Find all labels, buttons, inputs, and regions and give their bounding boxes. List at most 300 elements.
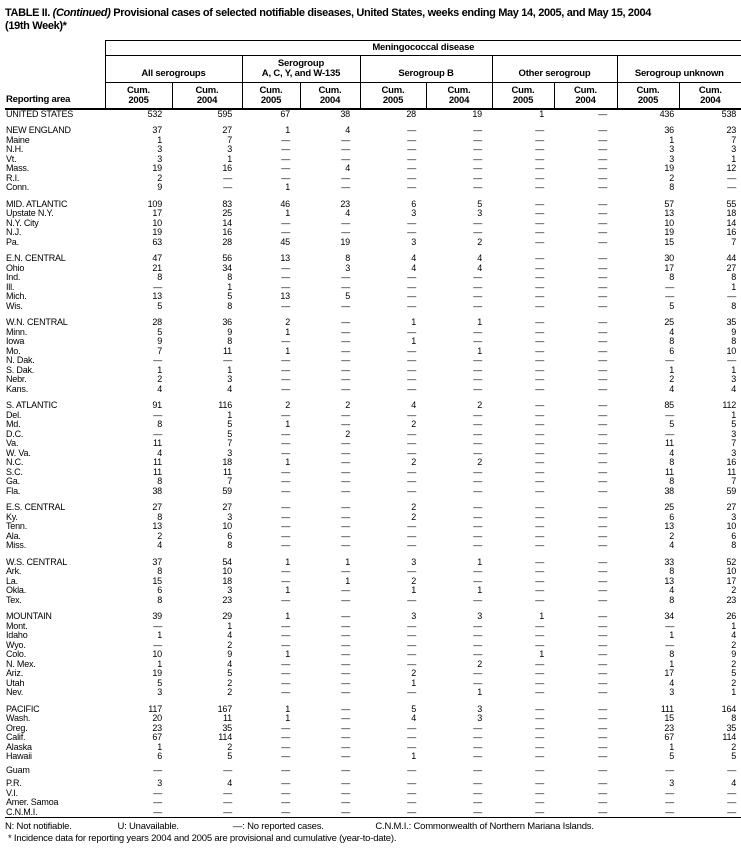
value-cell: — [281,722,290,733]
value-cell: 1 [539,611,544,622]
value-cell: 5 [227,668,232,679]
value-cell: — [223,806,232,817]
value-cell: — [281,732,290,743]
value-cell: — [281,806,290,817]
legend-not-notifiable: N: Not notifiable. [5,821,72,833]
value-cell: 2 [157,172,162,183]
value-cell: — [153,409,162,420]
value-cell: — [535,447,544,458]
value-cell: — [535,797,544,808]
value-cell: 59 [222,485,232,496]
value-cell: 17 [152,208,162,219]
value-cell: 28 [222,236,232,247]
table-row [5,551,741,568]
table-row [5,487,741,497]
reporting-area-cell: Ala. [6,530,21,541]
value-cell: — [281,639,290,650]
value-cell: — [407,722,416,733]
value-cell: — [473,336,482,347]
value-cell: — [281,787,290,798]
value-cell: 4 [669,585,674,596]
value-cell: 11 [223,466,232,477]
table-row [5,209,741,219]
value-cell: 63 [152,236,162,247]
table-row [5,789,741,799]
value-cell: — [535,764,544,775]
value-cell: 538 [721,108,737,119]
value-cell: 2 [669,172,674,183]
value-cell: — [473,722,482,733]
value-cell: — [281,163,290,174]
value-cell: — [598,153,607,164]
reporting-area-cell: Ga. [6,476,20,487]
value-cell: — [341,797,350,808]
value-cell: — [598,208,607,219]
value-cell: — [281,272,290,283]
value-cell: — [341,611,350,622]
value-cell: — [473,530,482,541]
table-row [5,394,741,411]
value-cell: 532 [147,108,162,119]
value-cell: 67 [664,732,674,743]
value-cell: 1 [285,326,290,337]
value-cell: — [598,336,607,347]
value-cell: 23 [340,198,350,209]
value-cell: — [473,428,482,439]
value-cell: 16 [222,163,232,174]
value-cell: 1 [411,751,416,762]
value-cell: — [598,741,607,752]
value-cell: 11 [153,457,162,468]
value-cell: 83 [222,198,232,209]
value-cell: — [407,134,416,145]
table-row [5,496,741,513]
reporting-area-cell: Wyo. [6,639,26,650]
value-cell: 8 [731,540,737,551]
value-cell: — [535,326,544,337]
value-cell: 10 [664,217,674,228]
value-cell: — [281,172,290,183]
reporting-area-cell: Ill. [6,281,15,292]
value-cell: 3 [477,208,482,219]
value-cell: 7 [731,438,737,449]
serogroup-column-header: Serogroup unknown [617,55,741,82]
value-cell: — [473,125,482,136]
value-cell: 1 [157,364,162,375]
table-row [5,622,741,632]
value-cell: 4 [411,400,416,411]
value-cell: 33 [664,556,674,567]
value-cell: 20 [152,713,162,724]
value-cell: 23 [152,722,162,733]
value-cell: — [281,144,290,155]
value-cell: 16 [222,227,232,238]
value-cell: 4 [411,262,416,273]
reporting-area-cell: Ky. [6,511,18,522]
value-cell: 1 [669,134,674,145]
value-cell: 11 [665,438,674,449]
value-cell: — [535,668,544,679]
value-cell: 3 [731,428,737,439]
value-cell: — [341,457,350,468]
value-cell: 3 [477,713,482,724]
value-cell: — [281,336,290,347]
table-row [5,183,741,193]
value-cell: — [341,447,350,458]
value-cell: — [153,355,162,366]
value-cell: — [473,355,482,366]
value-cell: — [598,198,607,209]
value-cell: — [665,281,674,292]
value-cell: 23 [664,722,674,733]
value-cell: — [281,466,290,477]
value-cell: — [727,182,737,193]
value-cell: 4 [345,125,350,136]
value-cell: 10 [726,345,737,356]
value-cell: — [473,281,482,292]
value-cell: 167 [217,703,232,714]
value-cell: 9 [157,336,162,347]
value-cell: 45 [280,236,290,247]
value-cell: — [473,778,482,789]
value-cell: — [598,511,607,522]
value-cell: — [535,336,544,347]
value-cell: — [535,713,544,724]
value-cell: — [153,797,162,808]
value-cell: 2 [227,639,232,650]
value-cell: 1 [411,317,416,328]
value-cell: 8 [157,419,162,430]
value-cell: — [341,182,350,193]
table-row [5,724,741,734]
cum-year-column-header: Cum. 2005 [492,82,554,109]
value-cell: — [727,787,737,798]
value-cell: — [535,511,544,522]
value-cell: 9 [731,326,737,337]
table-row [5,808,741,818]
value-cell: 5 [157,677,162,688]
value-cell: 8 [731,300,737,311]
reporting-area-cell: Colo. [6,649,27,660]
reporting-area-cell: N. Mex. [6,658,36,669]
value-cell: — [341,300,350,311]
value-cell: — [281,281,290,292]
value-cell: — [598,217,607,228]
value-cell: — [598,778,607,789]
value-cell: 35 [726,317,737,328]
reporting-area-cell: Hawaii [6,751,32,762]
value-cell: 1 [539,649,544,660]
value-cell: 2 [411,419,416,430]
table-title [5,7,738,33]
value-cell: 1 [285,345,290,356]
value-cell: 5 [669,300,674,311]
serogroup-column-header: Serogroup B [360,55,492,82]
table-row [5,669,741,679]
value-cell: — [535,227,544,238]
value-cell: — [598,540,607,551]
value-cell: — [598,236,607,247]
value-cell: 12 [726,163,737,174]
value-cell: 3 [669,153,674,164]
value-cell: 4 [731,778,737,789]
value-cell: 10 [726,521,737,532]
value-cell: — [598,419,607,430]
reporting-area-cell: Conn. [6,182,30,193]
value-cell: — [407,383,416,394]
table-row [5,273,741,283]
value-cell: 1 [227,409,232,420]
cum-year-column-header: Cum. 2004 [426,82,492,109]
reporting-area-cell: S. ATLANTIC [6,400,58,411]
value-cell: 8 [669,457,674,468]
value-cell: — [598,144,607,155]
value-cell: — [473,620,482,631]
value-cell: 27 [222,125,232,136]
value-cell: 5 [157,300,162,311]
value-cell: — [473,476,482,487]
value-cell: 5 [227,751,232,762]
value-cell: 1 [345,556,350,567]
value-cell: 1 [227,620,232,631]
value-cell: 17 [726,575,737,586]
value-cell: — [473,630,482,641]
value-cell: — [341,409,350,420]
table-row [5,356,741,366]
value-cell: — [341,658,350,669]
table-row [5,762,741,776]
value-cell: — [535,262,544,273]
value-cell: — [341,502,350,513]
value-cell: 19 [664,163,674,174]
table-row [5,145,741,155]
value-cell: — [535,374,544,385]
value-cell: — [535,208,544,219]
value-cell: — [598,364,607,375]
value-cell: — [223,182,232,193]
value-cell: 39 [152,611,162,622]
value-cell: 11 [223,713,232,724]
value-cell: — [407,172,416,183]
value-cell: 1 [285,457,290,468]
value-cell: — [407,620,416,631]
value-cell: — [341,778,350,789]
value-cell: — [407,530,416,541]
reporting-area-cell: Ark. [6,566,22,577]
value-cell: — [281,797,290,808]
value-cell: — [281,262,290,273]
value-cell: — [281,630,290,641]
value-cell: — [598,281,607,292]
value-cell: 2 [731,639,737,650]
value-cell: 3 [227,447,232,458]
value-cell: 109 [147,198,162,209]
value-cell: — [473,764,482,775]
table-row [5,228,741,238]
value-cell: — [281,134,290,145]
value-cell: — [535,502,544,513]
value-cell: 117 [148,703,162,714]
value-cell: 3 [477,703,482,714]
table-row [5,337,741,347]
value-cell: 2 [411,457,416,468]
value-cell: — [281,447,290,458]
value-cell: — [473,438,482,449]
value-cell: — [223,172,232,183]
reporting-area-cell: P.R. [6,778,22,789]
value-cell: — [598,787,607,798]
value-cell: — [281,438,290,449]
value-cell: — [341,172,350,183]
value-cell: — [473,649,482,660]
value-cell: 2 [731,585,737,596]
value-cell: 17 [664,262,674,273]
value-cell: 3 [411,208,416,219]
value-cell: 2 [285,400,290,411]
value-cell: 3 [669,144,674,155]
value-cell: 7 [157,345,162,356]
value-cell: — [598,457,607,468]
value-cell: 1 [477,687,482,698]
reporting-area-cell: Mont. [6,620,28,631]
value-cell: — [598,575,607,586]
table-title-continued: (Continued) [52,7,111,19]
value-cell: 1 [477,556,482,567]
value-cell: 1 [285,611,290,622]
value-cell: — [153,764,162,775]
value-cell: — [535,575,544,586]
value-cell: 23 [726,125,737,136]
value-cell: — [535,172,544,183]
value-cell: — [473,787,482,798]
value-cell: — [341,317,350,328]
reporting-area-cell: Minn. [6,326,28,337]
value-cell: — [473,163,482,174]
value-cell: — [665,787,674,798]
reporting-area-cell: Mo. [6,345,21,356]
value-cell: 4 [731,383,737,394]
value-cell: 9 [227,326,232,337]
value-cell: — [281,620,290,631]
value-cell: — [153,428,162,439]
value-cell: — [281,511,290,522]
value-cell: — [223,787,232,798]
reporting-area-cell: E.N. CENTRAL [6,253,66,264]
value-cell: — [281,540,290,551]
value-cell: 15 [152,575,162,586]
value-cell: 1 [731,687,737,698]
value-cell: — [598,806,607,817]
value-cell: — [598,485,607,496]
table-row [5,605,741,622]
value-cell: 26 [726,611,737,622]
notifiable-diseases-table [5,40,741,819]
value-cell: — [153,806,162,817]
value-cell: — [473,797,482,808]
value-cell: — [665,797,674,808]
value-cell: — [341,521,350,532]
table-row [5,577,741,587]
value-cell: 2 [411,502,416,513]
value-cell: 2 [477,400,482,411]
table-row [5,541,741,551]
value-cell: — [407,466,416,477]
value-cell: 8 [669,182,674,193]
value-cell: 1 [227,364,232,375]
value-cell: 8 [669,566,674,577]
value-cell: 4 [345,208,350,219]
value-cell: — [341,722,350,733]
value-cell: 4 [157,447,162,458]
value-cell: 1 [285,713,290,724]
value-cell: 36 [222,317,232,328]
value-cell: 4 [669,326,674,337]
value-cell: 4 [157,383,162,394]
value-cell: 25 [664,502,674,513]
serogroup-column-header: Other serogroup [492,55,617,82]
table-row [5,641,741,651]
value-cell: — [598,677,607,688]
value-cell: — [407,125,416,136]
value-cell: 52 [726,556,737,567]
value-cell: — [535,253,544,264]
value-cell: — [281,594,290,605]
value-cell: 16 [726,457,737,468]
value-cell: 15 [664,236,674,247]
value-cell: 3 [411,236,416,247]
value-cell: — [598,466,607,477]
reporting-area-cell: La. [6,575,18,586]
value-cell: 1 [731,281,737,292]
value-cell: 91 [152,400,162,411]
value-cell: — [535,639,544,650]
value-cell: 3 [227,585,232,596]
value-cell: — [341,585,350,596]
value-cell: 5 [731,668,737,679]
value-cell: 3 [411,611,416,622]
table-row [5,311,741,328]
table-row [5,714,741,724]
value-cell: 19 [152,163,162,174]
value-cell: 3 [227,374,232,385]
reporting-area-cell: Okla. [6,585,27,596]
value-cell: 4 [345,163,350,174]
value-cell: 59 [726,485,737,496]
value-cell: 18 [726,208,737,219]
value-cell: 8 [731,713,737,724]
value-cell: 8 [669,336,674,347]
value-cell: 7 [227,438,232,449]
reporting-area-cell: Ind. [6,272,21,283]
reporting-area-cell: Ariz. [6,668,24,679]
value-cell: 21 [152,262,162,273]
disease-header: Meningococcal disease [105,40,741,55]
value-cell: 19 [472,108,482,119]
value-cell: — [598,630,607,641]
value-cell: — [665,806,674,817]
value-cell: — [407,217,416,228]
value-cell: — [535,476,544,487]
value-cell: 5 [669,751,674,762]
value-cell: 28 [152,317,162,328]
value-cell: 164 [721,703,737,714]
value-cell: 5 [731,419,737,430]
value-cell: — [535,272,544,283]
value-cell: — [598,620,607,631]
value-cell: — [598,253,607,264]
value-cell: 5 [227,291,232,302]
value-cell: 8 [227,540,232,551]
